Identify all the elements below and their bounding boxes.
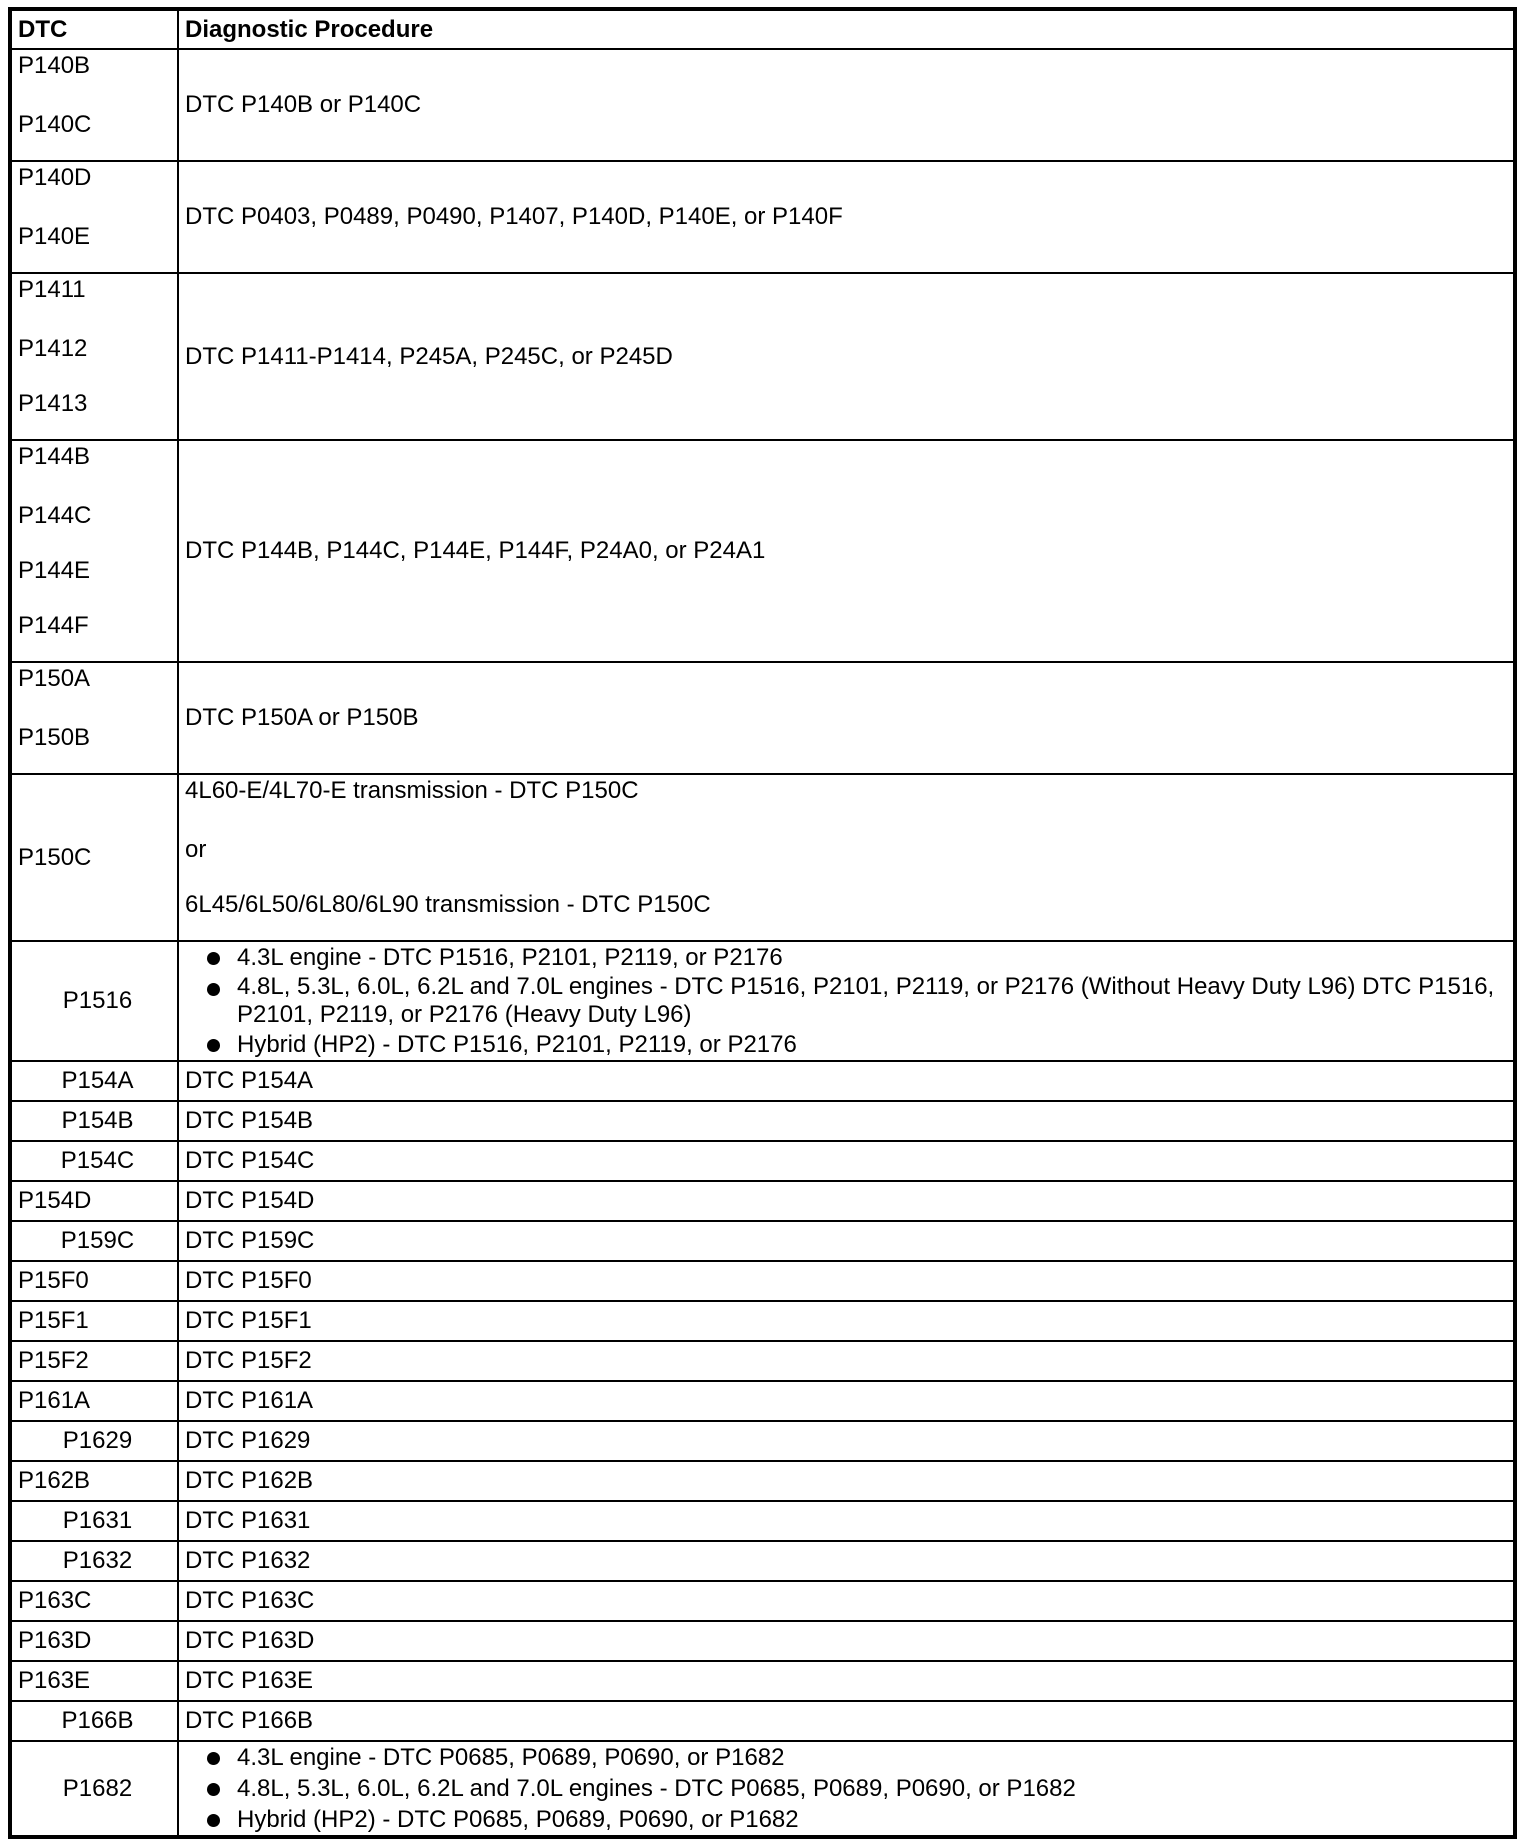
dtc-code-cell: P154C — [10, 1141, 178, 1181]
table-row — [10, 774, 1515, 941]
dtc-code-cell: P163D — [10, 1621, 178, 1661]
procedure-cell: DTC P163C — [178, 1581, 1515, 1621]
table-row — [10, 941, 1515, 1061]
procedure-cell: DTC P154A — [178, 1061, 1515, 1101]
procedure-column-header: Diagnostic Procedure — [178, 9, 1515, 49]
table-row — [10, 1141, 1515, 1181]
procedure-cell — [178, 774, 1515, 941]
procedure-cell: DTC P144B, P144C, P144E, P144F, P24A0, or P24A1 — [178, 440, 1515, 662]
dtc-code-cell — [10, 161, 178, 273]
table-row — [10, 49, 1515, 161]
dtc-code: P140C — [18, 111, 92, 138]
dtc-code-cell: P154D — [10, 1181, 178, 1221]
procedure-bullet: Hybrid (HP2) - DTC P0685, P0689, P0690, or P1682 — [225, 1804, 1507, 1835]
dtc-code: P140B — [18, 52, 91, 79]
procedure-line: 4L60-E/4L70-E transmission - DTC P150C — [185, 777, 639, 804]
procedure-bullet: 4.8L, 5.3L, 6.0L, 6.2L and 7.0L engines - DTC P0685, P0689, P0690, or P1682 — [225, 1773, 1507, 1804]
table-row — [10, 1541, 1515, 1581]
dtc-code-cell: P163C — [10, 1581, 178, 1621]
dtc-code-cell: P1632 — [10, 1541, 178, 1581]
table-row — [10, 1461, 1515, 1501]
procedure-cell: DTC P154C — [178, 1141, 1515, 1181]
procedure-cell: DTC P161A — [178, 1381, 1515, 1421]
procedure-cell: DTC P140B or P140C — [178, 49, 1515, 161]
dtc-code-cell: P154A — [10, 1061, 178, 1101]
table-row — [10, 1581, 1515, 1621]
procedure-cell: DTC P154B — [178, 1101, 1515, 1141]
dtc-code-cell: P154B — [10, 1101, 178, 1141]
procedure-cell: DTC P162B — [178, 1461, 1515, 1501]
dtc-code: P1411 — [18, 276, 86, 303]
dtc-code: P1413 — [18, 390, 88, 417]
table-row — [10, 273, 1515, 440]
dtc-code-cell: P159C — [10, 1221, 178, 1261]
table-row — [10, 1421, 1515, 1461]
table-row — [10, 161, 1515, 273]
table-row — [10, 1261, 1515, 1301]
dtc-code-cell — [10, 440, 178, 662]
dtc-code-cell: P161A — [10, 1381, 178, 1421]
procedure-cell: DTC P159C — [178, 1221, 1515, 1261]
table-row — [10, 1701, 1515, 1741]
dtc-code-cell — [10, 662, 178, 774]
table-row — [10, 1221, 1515, 1261]
table-row — [10, 1101, 1515, 1141]
dtc-code-cell: P162B — [10, 1461, 178, 1501]
dtc-code: P140D — [18, 164, 92, 191]
procedure-cell — [178, 1741, 1515, 1837]
procedure-cell: DTC P166B — [178, 1701, 1515, 1741]
table-row — [10, 440, 1515, 662]
procedure-bullet-list — [185, 1742, 1507, 1835]
dtc-code-cell — [10, 49, 178, 161]
procedure-cell: DTC P15F0 — [178, 1261, 1515, 1301]
procedure-cell: DTC P15F2 — [178, 1341, 1515, 1381]
procedure-cell: DTC P1411-P1414, P245A, P245C, or P245D — [178, 273, 1515, 440]
table-row — [10, 1181, 1515, 1221]
procedure-line: or — [185, 836, 207, 863]
table-row — [10, 1341, 1515, 1381]
dtc-table — [8, 7, 1517, 1839]
dtc-table-container — [8, 7, 1517, 1839]
procedure-cell: DTC P1631 — [178, 1501, 1515, 1541]
dtc-code: P144C — [18, 502, 92, 529]
procedure-cell: DTC P0403, P0489, P0490, P1407, P140D, P140E, or P140F — [178, 161, 1515, 273]
dtc-code-cell: P15F1 — [10, 1301, 178, 1341]
dtc-code-cell: P166B — [10, 1701, 178, 1741]
procedure-cell — [178, 941, 1515, 1061]
table-row — [10, 1741, 1515, 1837]
procedure-bullet-list — [185, 942, 1507, 1060]
dtc-code: P144F — [18, 612, 89, 639]
procedure-cell: DTC P154D — [178, 1181, 1515, 1221]
dtc-code-cell: P1516 — [10, 941, 178, 1061]
dtc-code: P144E — [18, 557, 91, 584]
procedure-bullet: 4.8L, 5.3L, 6.0L, 6.2L and 7.0L engines - DTC P1516, P2101, P2119, or P2176 (Without Heavy Duty L96) DTC P1516, P2101, P2119, or P2176 (Heavy Duty L96) — [225, 973, 1507, 1029]
table-row — [10, 1661, 1515, 1701]
dtc-code-cell: P15F0 — [10, 1261, 178, 1301]
table-row — [10, 1381, 1515, 1421]
procedure-cell: DTC P1632 — [178, 1541, 1515, 1581]
dtc-code: P150A — [18, 665, 91, 692]
procedure-cell: DTC P150A or P150B — [178, 662, 1515, 774]
procedure-cell: DTC P163E — [178, 1661, 1515, 1701]
dtc-code-cell: P1629 — [10, 1421, 178, 1461]
procedure-cell: DTC P1629 — [178, 1421, 1515, 1461]
dtc-code-cell: P150C — [10, 774, 178, 941]
procedure-cell: DTC P15F1 — [178, 1301, 1515, 1341]
table-row — [10, 1301, 1515, 1341]
dtc-code-cell — [10, 273, 178, 440]
dtc-column-header: DTC — [10, 9, 178, 49]
dtc-code-cell: P15F2 — [10, 1341, 178, 1381]
procedure-bullet: Hybrid (HP2) - DTC P1516, P2101, P2119, or P2176 — [225, 1029, 1507, 1060]
dtc-code-cell: P1631 — [10, 1501, 178, 1541]
table-row — [10, 1061, 1515, 1101]
header-row — [10, 9, 1515, 49]
dtc-code: P144B — [18, 443, 91, 470]
procedure-bullet: 4.3L engine - DTC P0685, P0689, P0690, or P1682 — [225, 1742, 1507, 1773]
procedure-line: 6L45/6L50/6L80/6L90 transmission - DTC P150C — [185, 891, 711, 918]
dtc-code-cell: P163E — [10, 1661, 178, 1701]
dtc-code-cell: P1682 — [10, 1741, 178, 1837]
table-row — [10, 1501, 1515, 1541]
dtc-code: P1412 — [18, 335, 88, 362]
procedure-bullet: 4.3L engine - DTC P1516, P2101, P2119, or P2176 — [225, 942, 1507, 973]
procedure-cell: DTC P163D — [178, 1621, 1515, 1661]
dtc-code: P150B — [18, 724, 91, 751]
dtc-code: P140E — [18, 223, 91, 250]
table-row — [10, 1621, 1515, 1661]
table-row — [10, 662, 1515, 774]
